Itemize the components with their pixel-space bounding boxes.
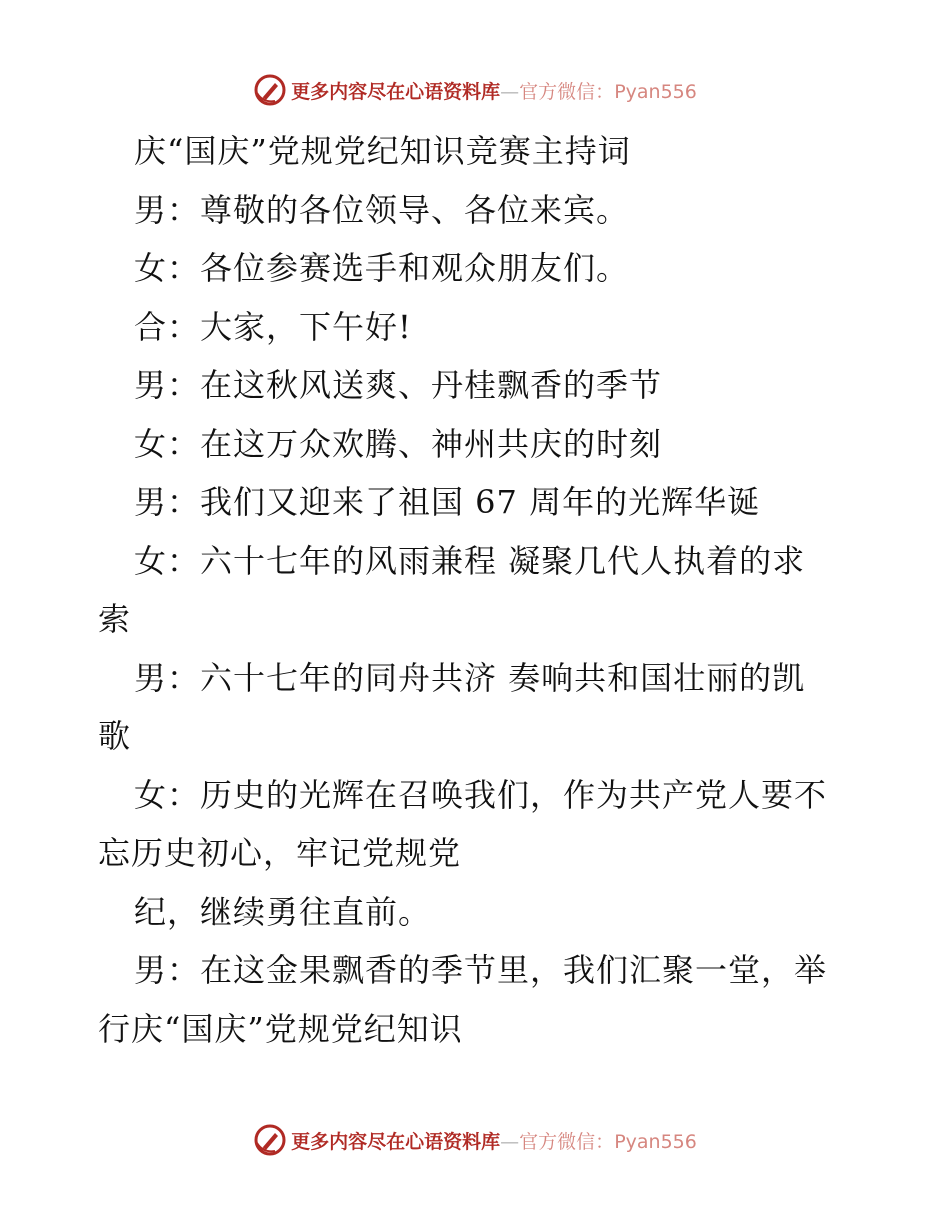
header-banner xyxy=(0,72,950,108)
banner-main-text: 更多内容尽在心语资料库 xyxy=(291,1130,501,1153)
paragraph-line: 合：大家，下午好! xyxy=(134,307,412,346)
paragraph-line: 行庆“国庆”党规党纪知识 xyxy=(98,1009,463,1048)
banner-wechat-id: Pyan556 xyxy=(614,1130,697,1153)
paragraph-line: 男：我们又迎来了祖国 67 周年的光辉华诞 xyxy=(134,483,761,521)
paragraph-line: 女：各位参赛选手和观众朋友们。 xyxy=(134,249,630,287)
paragraph-line: 女：在这万众欢腾、神州共庆的时刻 xyxy=(134,424,663,463)
paragraph-line: 男：在这秋风送爽、丹桂飘香的季节 xyxy=(134,366,663,404)
paragraph-line: 纪，继续勇往直前。 xyxy=(134,892,432,931)
paragraph-line: 忘历史初心，牢记党规党 xyxy=(98,834,462,872)
banner-main-text: 更多内容尽在心语资料库 xyxy=(291,80,501,103)
paragraph-line: 女：历史的光辉在召唤我们，作为共产党人要不 xyxy=(134,775,828,814)
document-body xyxy=(98,122,858,1058)
banner-wechat-label: 官方微信： xyxy=(519,1130,615,1153)
document-title: 庆“国庆”党规党纪知识竞赛主持词 xyxy=(134,132,631,170)
pen-logo-icon xyxy=(253,73,287,107)
pen-logo-icon xyxy=(253,1123,287,1157)
banner-separator: — xyxy=(500,1130,520,1153)
banner-separator: — xyxy=(500,80,520,103)
footer-banner xyxy=(0,1122,950,1158)
paragraph-line: 索 xyxy=(98,600,132,638)
paragraph-line: 男：尊敬的各位领导、各位来宾。 xyxy=(134,190,630,229)
paragraph-line: 歌 xyxy=(98,717,132,755)
paragraph-line: 女：六十七年的风雨兼程 凝聚几代人执着的求 xyxy=(134,541,806,580)
banner-wechat-label: 官方微信： xyxy=(519,80,615,103)
paragraph-line: 男：六十七年的同舟共济 奏响共和国壮丽的凯 xyxy=(134,658,806,697)
banner-wechat-id: Pyan556 xyxy=(614,80,697,103)
paragraph-line: 男：在这金果飘香的季节里，我们汇聚一堂，举 xyxy=(134,951,828,989)
